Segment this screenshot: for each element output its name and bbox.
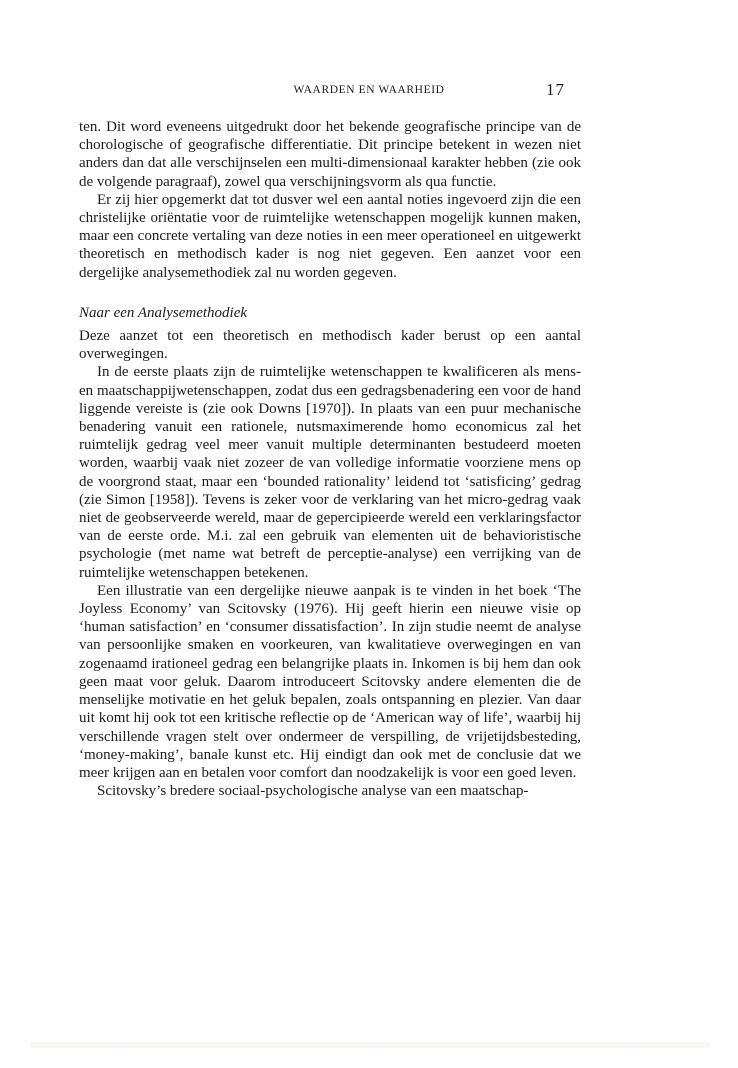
paragraph-3: Deze aanzet tot een theoretisch en methodisch kader berust op een aantal overwegingen. (79, 328, 581, 363)
page-number: 17 (546, 80, 565, 99)
paragraph-5: Een illustratie van een dergelijke nieuwe aanpak is te vinden in het boek ‘The Joyless Economy’ van Scitovsky (1976). Hij geeft hierin een nieuwe visie op ‘human satisfaction’ en ‘consumer dissatisfaction’. In zijn studie neemt de analyse van persoonlijke smaken en voorkeuren, van kwalitatieve overwegingen en van zogenaamd irationeel gedrag een belangrijke plaats in. Inkomen is bij hem dan ook geen maat voor geluk. Daarom introduceert Scitovsky andere elementen die de menselijke motivatie en het geluk bepalen, zoals ontspanning en plezier. Van daar uit komt hij ook tot een kritische reflectie op de ‘American way of life’, waarbij hij verschillende vragen stelt over ondermeer de verspilling, de vrijetijdsbesteding, ‘money-making’, banale kunst etc. Hij eindigt dan ook met de conclusie dat we meer krijgen aan en betalen voor comfort dan noodzakelijk is voor een goed leven. (79, 582, 581, 781)
paragraph-2: Er zij hier opgemerkt dat tot dusver wel een aantal noties ingevoerd zijn die een christelijke oriëntatie voor de ruimtelijke wetenschappen mogelijk kunnen maken, maar een concrete vertaling van deze noties in een meer operationeel en uitgewerkt theoretisch en methodisch kader is nog niet gegeven. Een aanzet voor een dergelijke analysemethodiek zal nu worden gegeven. (79, 191, 581, 281)
body-text (79, 118, 581, 800)
running-title: WAARDEN EN WAARHEID (293, 84, 445, 96)
scan-edge-shadow (30, 1042, 710, 1048)
paragraph-4: In de eerste plaats zijn de ruimtelijke wetenschappen te kwalificeren als mens- en maatschappijwetenschappen, zodat dus een gedragsbenadering een voor de hand liggende vereiste is (zie ook Downs [1970]). In plaats van een puur mechanische benadering vanuit een rationele, nutsmaximerende homo economicus zal het ruimtelijk gedrag veel meer vanuit multiple determinanten bestudeerd moeten worden, waarbij vaak niet zozeer de van volledige informatie voorziene mens op de voorgrond staat, maar een ‘bounded rationality’ leidend tot ‘satisficing’ gedrag (zie Simon [1958]). Tevens is zeker voor de verklaring van het micro-gedrag vaak niet de geobserveerde wereld, maar de gepercipieerde wereld een verklaringsfactor van de eerste orde. M.i. zal een gebruik van elementen uit de behavioristische psychologie (met name wat betreft de perceptie-analyse) een verrijking van de ruimtelijke wetenschappen betekenen. (79, 364, 581, 581)
section-heading: Naar een Analysemethodiek (79, 304, 248, 321)
paragraph-6: Scitovsky’s bredere sociaal-psychologische analyse van een maatschap- (97, 783, 529, 800)
paragraph-1: ten. Dit word eveneens uitgedrukt door het bekende geografische principe van de chorologische of geografische differentiatie. Dit principe betekent in wezen niet anders dan dat alle verschijnselen een multi-dimensionaal karakter hebben (zie ook de volgende paragraaf), zowel qua verschijningsvorm als qua functie. (79, 119, 581, 190)
